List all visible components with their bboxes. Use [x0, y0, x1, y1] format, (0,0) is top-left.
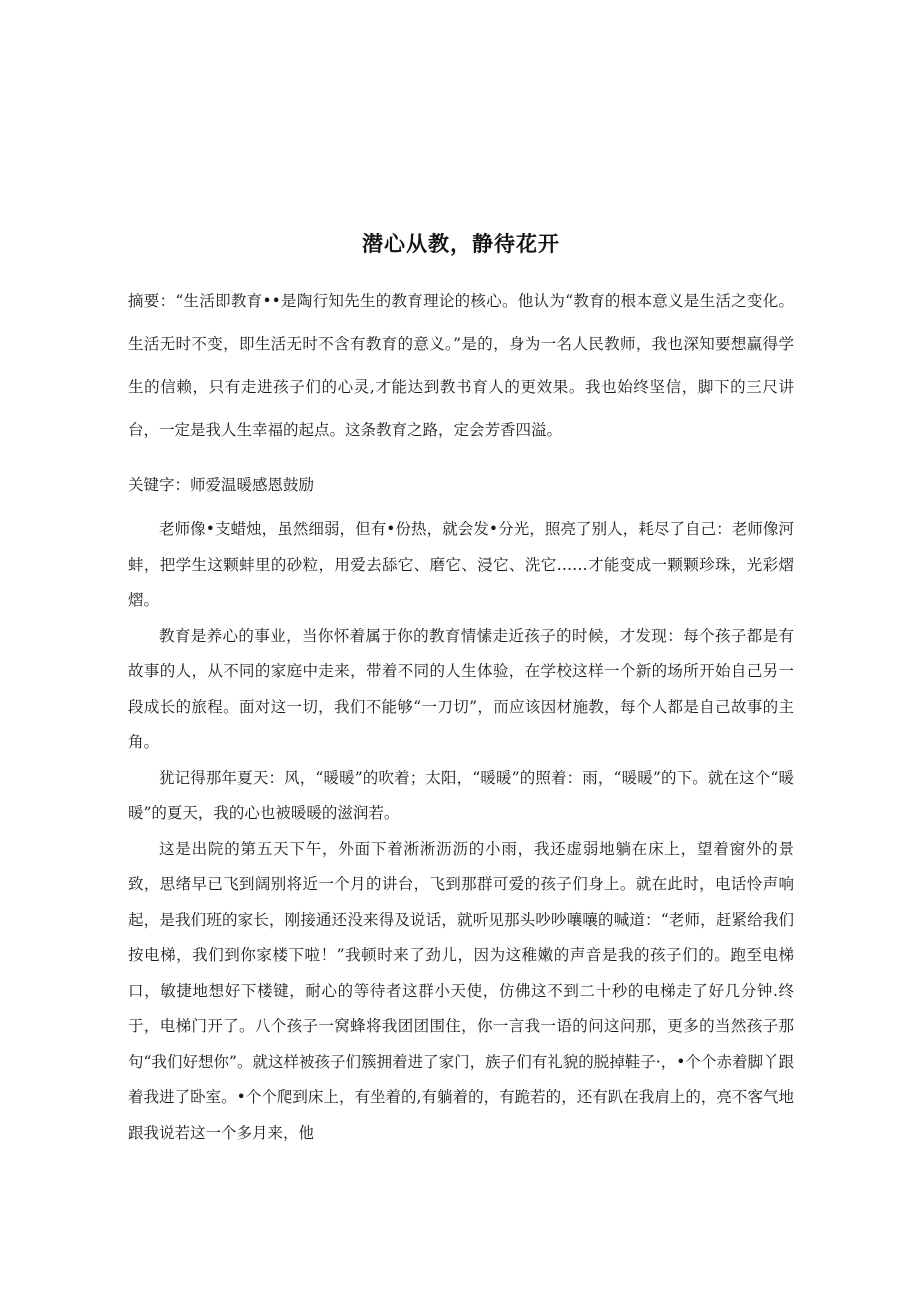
body-paragraph: 教育是养心的事业，当你怀着属于你的教育情愫走近孩子的时候，才发现：每个孩子都是有故事的人，从不同的家庭中走来，带着不同的人生体验，在学校这样一个新的场所开始自己另一段成长的旅程。面对这一切，我们不能够“一刀切”，而应该因材施教，每个人都是自己故事的主角。	[128, 626, 794, 751]
keywords-line: 关键字：师爱温暖感恩鼓励	[128, 476, 315, 494]
document-title: 潜心从教，静待花开	[362, 232, 560, 256]
body-paragraph: 老师像•支蜡烛，虽然细弱，但有•份热，就会发•分光，照亮了别人，耗尽了自己：老师像河蚌，把学生这颗蚌里的砂粒，用爱去舔它、磨它、浸它、洗它……才能变成一颗颗珍珠，光彩熠熠。	[128, 520, 794, 609]
body-text	[128, 512, 794, 1151]
abstract-paragraph: 摘要：“生活即教育••是陶行知先生的教育理论的核心。他认为“教育的根本意义是生活之变化。生活无时不变，即生活无时不含有教育的意义。”是的，身为一名人民教师，我也深知要想赢得学生的信赖，只有走进孩子们的心灵,才能达到教书育人的更效果。我也始终坚信，脚下的三尺讲台，一定是我人生幸福的起点。这条教育之路，定会芳香四溢。	[128, 292, 794, 439]
body-paragraph: 这是出院的第五天下午，外面下着淅淅沥沥的小雨，我还虚弱地躺在床上，望着窗外的景致，思绪早已飞到阔别将近一个月的讲台，飞到那群可爱的孩子们身上。就在此时，电话怜声响起，是我们班的家长，刚接通还没来得及说话，就听见那头吵吵嚷嚷的喊道：“老师，赶紧给我们按电梯，我们到你家楼下啦！”我顿时来了劲儿，因为这稚嫩的声音是我的孩子们的。跑至电梯口，敏捷地想好下楼键，耐心的等待者这群小天使，仿佛这不到二十秒的电梯走了好几分钟.终于，电梯门开了。八个孩子一窝蜂将我团团围住，你一言我一语的问这问那，更多的当然孩子那句“我们好想你”。就这样被孩子们簇拥着进了家门，族子们有礼貌的脱掉鞋子·，•个个赤着脚丫跟着我进了卧室。•个个爬到床上，有坐着的,有躺着的，有跪若的，还有趴在我肩上的，亮不客气地跟我说若这一个多月来，他	[128, 839, 794, 1142]
body-paragraph: 犹记得那年夏天：风，“暖暖”的吹着；太阳，“暖暖”的照着：雨，“暖暖”的下。就在这个“暖暖”的夏天，我的心也被暖暖的滋润若。	[128, 768, 794, 822]
